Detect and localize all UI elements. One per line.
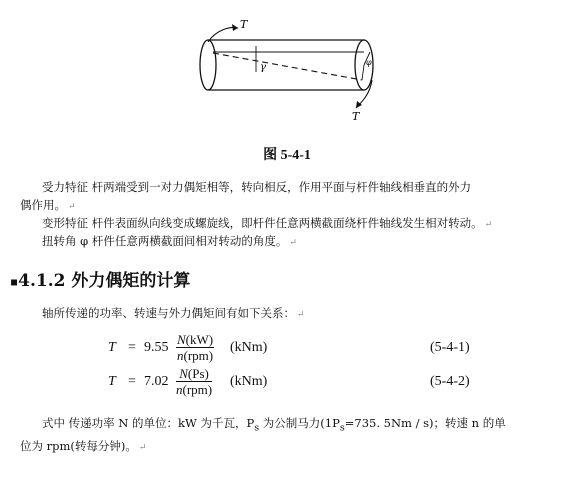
paragraph-force-characteristics — [20, 178, 560, 216]
numerator-unit: (kW) — [185, 332, 214, 347]
formula-coefficient: 9.55 — [144, 340, 169, 355]
deformation-text: 变形特征 杆件表面纵向线变成螺旋线，即杆件任意两横截面绕杆件轴线发生相对转动。 — [42, 216, 483, 230]
paragraph-mark: ↵ — [68, 202, 76, 212]
paragraph-deformation — [20, 214, 560, 234]
numerator-variable: N — [177, 332, 186, 347]
paragraph-mark: ↵ — [289, 238, 297, 248]
paragraph-mark: ↵ — [138, 443, 147, 454]
note-subscript: s — [254, 422, 260, 434]
gamma-label: γ — [260, 62, 266, 73]
phi-label: φ — [366, 58, 372, 67]
note-text-b: 为公制马力(1P — [259, 416, 340, 430]
torque-arrowhead-top — [232, 24, 238, 31]
figure-caption: 图 5-4-1 — [263, 148, 311, 163]
formula-fraction — [176, 332, 214, 363]
note-text-line2: 位为 rpm(转每分钟)。 — [20, 439, 137, 454]
heading-bullet: ▪ — [10, 274, 19, 289]
paragraph-mark: ↵ — [297, 310, 305, 320]
intro-text: 轴所传递的功率、转速与外力偶矩间有如下关系： — [42, 306, 295, 320]
paragraph-twist-angle — [20, 232, 560, 252]
formula-equals: = — [128, 374, 136, 389]
section-heading-text: 4.1.2 外力偶矩的计算 — [18, 271, 191, 291]
note-text-a: 式中 传递功率 N 的单位：kW 为千瓦，P — [42, 416, 255, 430]
torsion-shaft-diagram — [186, 10, 396, 130]
formula-5-4-2 — [108, 366, 508, 398]
formula-lhs: T — [108, 374, 116, 389]
formula-coefficient: 7.02 — [144, 374, 169, 389]
paragraph-mark: ↵ — [484, 220, 493, 230]
helix-line — [213, 53, 362, 80]
paragraph-note — [20, 414, 560, 457]
denominator-unit: (rpm) — [183, 348, 214, 363]
formula-unit: (kNm) — [230, 374, 268, 389]
section-heading — [10, 266, 190, 291]
note-subscript: s — [339, 422, 345, 434]
torsion-shaft-figure — [186, 10, 396, 130]
formula-fraction — [176, 366, 212, 397]
twist-angle-text: 扭转角 φ 杆件任意两横截面间相对转动的角度。 — [42, 234, 288, 248]
numerator-variable: N — [179, 366, 188, 381]
formula-5-4-1 — [108, 332, 508, 364]
formula-equals: = — [128, 340, 136, 355]
force-text-line2: 偶作用。 — [20, 198, 66, 212]
denominator-variable: n — [176, 382, 183, 397]
shaft-left-end — [200, 40, 216, 90]
formula-lhs: T — [108, 340, 116, 355]
denominator-variable: n — [177, 348, 184, 363]
formula-number: (5-4-1) — [430, 340, 470, 355]
force-text-line1: 受力特征 杆两端受到一对力偶矩相等，转向相反，作用平面与杆件轴线相垂直的外力 — [42, 180, 472, 194]
formula-number: (5-4-2) — [430, 374, 470, 389]
note-text-c: =735. 5Nm / s)；转速 n 的单 — [344, 416, 506, 430]
torque-label-top: T — [240, 18, 248, 31]
formula-unit: (kNm) — [230, 340, 268, 355]
numerator-unit: (Ps) — [187, 366, 209, 381]
denominator-unit: (rpm) — [182, 382, 213, 397]
paragraph-intro — [20, 304, 560, 324]
torque-label-bottom: T — [352, 110, 360, 123]
